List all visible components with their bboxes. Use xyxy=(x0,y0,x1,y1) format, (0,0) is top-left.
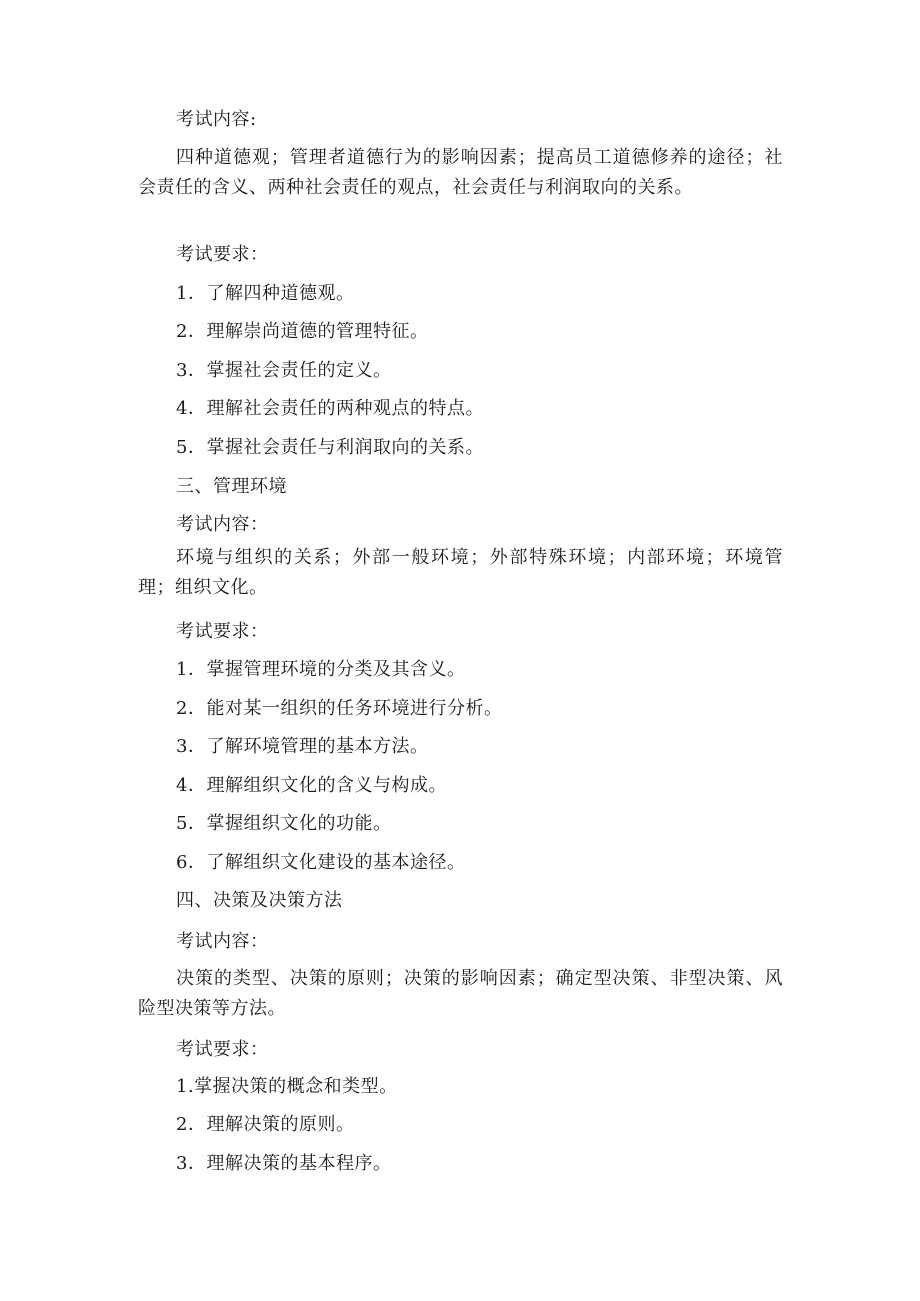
section-label: 考试要求： xyxy=(176,1039,269,1060)
list-item: 1．掌握管理环境的分类及其含义。 xyxy=(176,659,466,680)
section-heading: 三、管理环境 xyxy=(176,476,287,497)
list-item: 1．了解四种道德观。 xyxy=(176,283,355,304)
list-item: 4．理解组织文化的含义与构成。 xyxy=(176,775,447,796)
content-paragraph: 四种道德观；管理者道德行为的影响因素；提高员工道德修养的途径；社会责任的含义、两种社会责任的观点，社会责任与利润取向的关系。 xyxy=(138,147,783,198)
list-item: 2．能对某一组织的任务环境进行分析。 xyxy=(176,698,503,719)
list-item: 3．了解环境管理的基本方法。 xyxy=(176,736,429,757)
list-item: 2．理解崇尚道德的管理特征。 xyxy=(176,321,429,342)
list-item: 4．理解社会责任的两种观点的特点。 xyxy=(176,398,484,419)
list-item: 3．掌握社会责任的定义。 xyxy=(176,360,392,381)
list-item: 5．掌握社会责任与利润取向的关系。 xyxy=(176,437,484,458)
section-label: 考试内容： xyxy=(176,514,269,535)
section-label: 考试要求： xyxy=(176,621,269,642)
list-item: 1.掌握决策的概念和类型。 xyxy=(176,1076,398,1097)
content-paragraph: 环境与组织的关系；外部一般环境；外部特殊环境；内部环境；环境管理；组织文化。 xyxy=(138,547,783,598)
content-paragraph: 决策的类型、决策的原则；决策的影响因素；确定型决策、非型决策、风险型决策等方法。 xyxy=(138,968,783,1019)
section-label: 考试内容： xyxy=(176,931,269,952)
list-item: 6．了解组织文化建设的基本途径。 xyxy=(176,852,466,873)
list-item: 3．理解决策的基本程序。 xyxy=(176,1153,392,1174)
list-item: 5．掌握组织文化的功能。 xyxy=(176,813,392,834)
section-label: 考试要求： xyxy=(176,244,269,265)
list-item: 2．理解决策的原则。 xyxy=(176,1114,355,1135)
section-heading: 四、决策及决策方法 xyxy=(176,890,343,911)
section-label: 考试内容: xyxy=(176,109,257,130)
